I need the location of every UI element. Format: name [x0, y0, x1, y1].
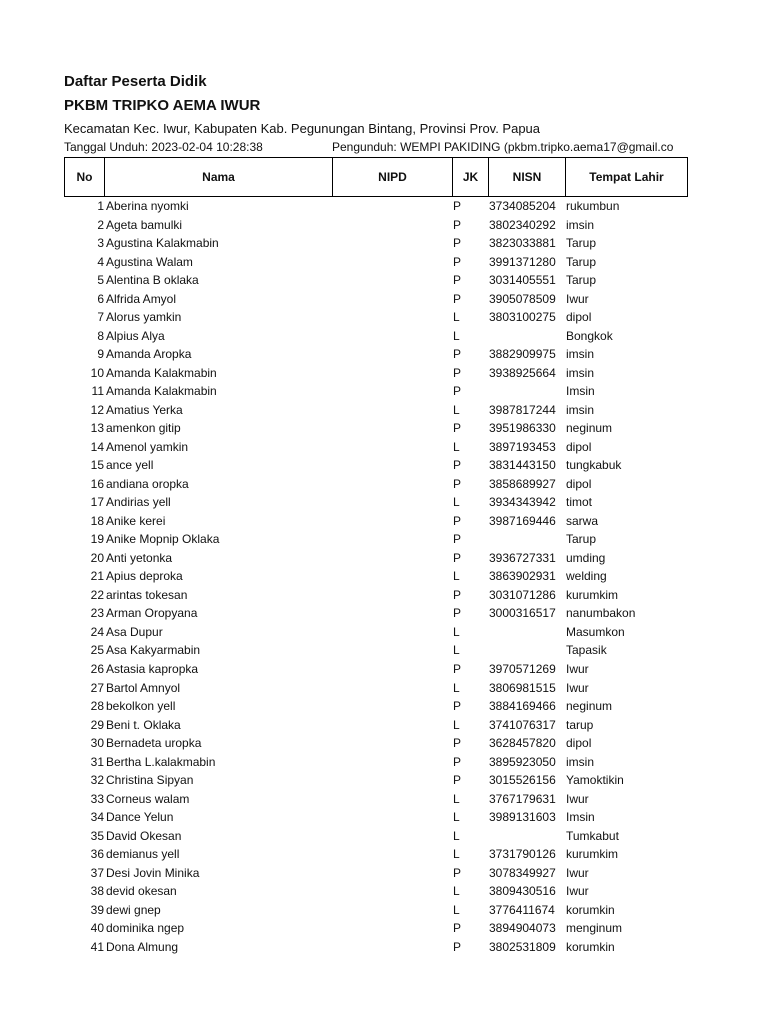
- cell-nama: Alorus yamkin: [106, 310, 182, 325]
- cell-nipd: [332, 734, 452, 752]
- cell-nama: Bertha L.kalakmabin: [106, 754, 216, 769]
- cell-no: 33: [90, 791, 104, 806]
- cell-tempat-lahir: umding: [566, 550, 606, 565]
- cell-nipd: [332, 549, 452, 567]
- cell-nisn: 3802531809: [489, 939, 556, 954]
- cell-no: 8: [97, 328, 104, 343]
- table-row: [64, 530, 688, 548]
- cell-nisn: 3731790126: [489, 847, 556, 862]
- cell-jk: L: [453, 643, 460, 658]
- cell-nipd: [332, 808, 452, 826]
- cell-jk: P: [453, 513, 462, 528]
- cell-jk: L: [453, 495, 460, 510]
- cell-tempat-lahir: korumkin: [566, 939, 615, 954]
- cell-no: 18: [90, 513, 104, 528]
- cell-nisn: 3858689927: [489, 476, 556, 491]
- cell-jk: P: [453, 606, 462, 621]
- cell-jk: P: [453, 550, 462, 565]
- cell-jk: L: [453, 902, 460, 917]
- table-row: [64, 234, 688, 252]
- cell-nisn: 3884169466: [489, 699, 556, 714]
- cell-tempat-lahir: tungkabuk: [566, 458, 622, 473]
- cell-jk: P: [453, 939, 462, 954]
- cell-nama: arintas tokesan: [106, 587, 188, 602]
- cell-nama: Anike kerei: [106, 513, 166, 528]
- cell-nama: Desi Jovin Minika: [106, 865, 200, 880]
- cell-jk: L: [453, 569, 460, 584]
- cell-nipd: [332, 253, 452, 271]
- cell-no: 4: [97, 254, 104, 269]
- cell-nisn: 3741076317: [489, 717, 556, 732]
- cell-no: 38: [90, 884, 104, 899]
- cell-tempat-lahir: Tarup: [566, 273, 597, 288]
- cell-no: 29: [90, 717, 104, 732]
- cell-nisn: 3938925664: [489, 365, 556, 380]
- cell-tempat-lahir: dipol: [566, 439, 592, 454]
- cell-nisn: 3897193453: [489, 439, 556, 454]
- cell-nisn: 3031071286: [489, 587, 556, 602]
- table-row: [64, 604, 688, 622]
- cell-nisn: 3895923050: [489, 754, 556, 769]
- cell-nama: Aberina nyomki: [106, 199, 189, 213]
- cell-tempat-lahir: dipol: [566, 736, 592, 751]
- cell-nama: Astasia kapropka: [106, 662, 199, 676]
- table-row: [64, 679, 688, 697]
- cell-jk: P: [453, 736, 462, 751]
- header-no: No: [65, 158, 105, 196]
- cell-no: 40: [90, 921, 104, 936]
- cell-nipd: [332, 716, 452, 734]
- table-row: [64, 364, 688, 382]
- cell-tempat-lahir: neginum: [566, 699, 613, 714]
- table-row: [64, 697, 688, 715]
- cell-nama: Andirias yell: [106, 495, 171, 510]
- table-row: [64, 641, 688, 659]
- cell-nama: Asa Kakyarmabin: [106, 643, 201, 658]
- cell-nisn: 3000316517: [489, 606, 556, 621]
- cell-nipd: [332, 919, 452, 937]
- cell-nipd: [332, 660, 452, 678]
- cell-tempat-lahir: Tarup: [566, 532, 597, 547]
- cell-jk: P: [453, 754, 462, 769]
- cell-nisn: 3987817244: [489, 402, 556, 417]
- cell-nipd: [332, 512, 452, 530]
- cell-nama: amenkon gitip: [106, 421, 181, 436]
- cell-nipd: [332, 901, 452, 919]
- cell-nisn: 3894904073: [489, 921, 556, 936]
- table-row: [64, 216, 688, 234]
- cell-tempat-lahir: Imsin: [566, 384, 595, 399]
- cell-nipd: [332, 567, 452, 585]
- cell-jk: P: [453, 921, 462, 936]
- table-row: [64, 438, 688, 456]
- cell-jk: P: [453, 476, 462, 491]
- header-nama: Nama: [105, 158, 333, 196]
- cell-nipd: [332, 679, 452, 697]
- cell-no: 31: [90, 754, 104, 769]
- cell-tempat-lahir: Bongkok: [566, 328, 613, 343]
- cell-nipd: [332, 216, 452, 234]
- cell-jk: L: [453, 310, 460, 325]
- table-row: [64, 271, 688, 289]
- table-row: [64, 475, 688, 493]
- table-row: [64, 753, 688, 771]
- cell-no: 35: [90, 828, 104, 843]
- cell-tempat-lahir: welding: [566, 569, 607, 584]
- cell-nama: Christina Sipyan: [106, 773, 194, 788]
- cell-nisn: 3882909975: [489, 347, 556, 362]
- cell-nipd: [332, 475, 452, 493]
- cell-jk: L: [453, 828, 460, 843]
- cell-nipd: [332, 697, 452, 715]
- table-header: [64, 157, 688, 197]
- cell-nama: Agustina Walam: [106, 254, 193, 269]
- cell-nisn: 3776411674: [489, 902, 555, 917]
- download-date: Tanggal Unduh: 2023-02-04 10:28:38: [64, 140, 263, 154]
- cell-nipd: [332, 438, 452, 456]
- cell-tempat-lahir: Masumkon: [566, 624, 625, 639]
- cell-no: 30: [90, 736, 104, 751]
- document-title: Daftar Peserta Didik: [64, 73, 207, 90]
- table-row: [64, 253, 688, 271]
- cell-nisn: 3809430516: [489, 884, 556, 899]
- cell-no: 32: [90, 773, 104, 788]
- cell-tempat-lahir: imsin: [566, 365, 595, 380]
- cell-nipd: [332, 623, 452, 641]
- table-row: [64, 308, 688, 326]
- cell-nisn: 3970571269: [489, 662, 556, 676]
- cell-no: 23: [90, 606, 104, 621]
- cell-nama: Bartol Amnyol: [106, 680, 181, 695]
- cell-tempat-lahir: Iwur: [566, 291, 589, 306]
- table-row: [64, 327, 688, 345]
- cell-nipd: [332, 364, 452, 382]
- cell-no: 41: [90, 939, 104, 954]
- cell-nama: Alentina B oklaka: [106, 273, 199, 288]
- cell-no: 21: [90, 569, 104, 584]
- cell-tempat-lahir: korumkin: [566, 902, 615, 917]
- cell-jk: P: [453, 365, 462, 380]
- table-row: [64, 493, 688, 511]
- cell-tempat-lahir: imsin: [566, 217, 595, 232]
- cell-nipd: [332, 753, 452, 771]
- cell-no: 20: [90, 550, 104, 565]
- cell-tempat-lahir: Yamoktikin: [566, 773, 624, 788]
- table-row: [64, 382, 688, 400]
- cell-nisn: [489, 641, 564, 659]
- cell-nipd: [332, 845, 452, 863]
- cell-nama: David Okesan: [106, 828, 182, 843]
- cell-tempat-lahir: Imsin: [566, 810, 595, 825]
- cell-tempat-lahir: Iwur: [566, 884, 589, 899]
- cell-tempat-lahir: Tarup: [566, 236, 597, 251]
- cell-no: 17: [90, 495, 104, 510]
- cell-no: 10: [90, 365, 104, 380]
- cell-nisn: 3987169446: [489, 513, 556, 528]
- cell-jk: P: [453, 384, 462, 399]
- cell-nisn: 3628457820: [489, 736, 556, 751]
- cell-tempat-lahir: dipol: [566, 310, 592, 325]
- cell-no: 37: [90, 865, 104, 880]
- cell-nipd: [332, 938, 452, 956]
- cell-no: 19: [90, 532, 104, 547]
- cell-nisn: 3863902931: [489, 569, 556, 584]
- table-row: [64, 549, 688, 567]
- cell-nipd: [332, 771, 452, 789]
- cell-nipd: [332, 827, 452, 845]
- cell-tempat-lahir: Iwur: [566, 791, 589, 806]
- cell-nama: Amatius Yerka: [106, 402, 183, 417]
- cell-tempat-lahir: rukumbun: [566, 199, 620, 213]
- cell-nisn: [489, 382, 564, 400]
- cell-nipd: [332, 308, 452, 326]
- cell-jk: P: [453, 662, 462, 676]
- table-row: [64, 734, 688, 752]
- cell-no: 1: [97, 199, 104, 213]
- cell-no: 28: [90, 699, 104, 714]
- cell-nipd: [332, 790, 452, 808]
- cell-nisn: 3989131603: [489, 810, 556, 825]
- cell-no: 36: [90, 847, 104, 862]
- table-row: [64, 790, 688, 808]
- cell-nipd: [332, 197, 452, 215]
- cell-nipd: [332, 882, 452, 900]
- cell-nipd: [332, 493, 452, 511]
- cell-jk: L: [453, 402, 460, 417]
- cell-tempat-lahir: kurumkim: [566, 587, 619, 602]
- cell-nisn: 3015526156: [489, 773, 556, 788]
- cell-nama: Alpius Alya: [106, 328, 165, 343]
- cell-tempat-lahir: Tumkabut: [566, 828, 619, 843]
- cell-tempat-lahir: Iwur: [566, 662, 589, 676]
- cell-tempat-lahir: neginum: [566, 421, 613, 436]
- cell-tempat-lahir: nanumbakon: [566, 606, 636, 621]
- cell-jk: L: [453, 791, 460, 806]
- cell-nama: bekolkon yell: [106, 699, 176, 714]
- cell-nisn: [489, 530, 564, 548]
- cell-no: 12: [90, 402, 104, 417]
- table-row: [64, 197, 688, 215]
- downloader-info: Pengunduh: WEMPI PAKIDING (pkbm.tripko.aema17@gmail.co: [332, 140, 674, 154]
- cell-nipd: [332, 401, 452, 419]
- cell-nisn: [489, 827, 564, 845]
- cell-nisn: 3951986330: [489, 421, 556, 436]
- cell-jk: P: [453, 532, 462, 547]
- table-row: [64, 419, 688, 437]
- cell-no: 14: [90, 439, 104, 454]
- table-row: [64, 586, 688, 604]
- cell-nisn: 3802340292: [489, 217, 556, 232]
- cell-nisn: 3823033881: [489, 236, 556, 251]
- cell-nama: Arman Oropyana: [106, 606, 198, 621]
- cell-nipd: [332, 641, 452, 659]
- cell-no: 25: [90, 643, 104, 658]
- cell-nipd: [332, 864, 452, 882]
- cell-tempat-lahir: imsin: [566, 347, 595, 362]
- cell-jk: P: [453, 199, 462, 213]
- cell-no: 39: [90, 902, 104, 917]
- header-tempat-lahir: Tempat Lahir: [589, 170, 664, 184]
- cell-jk: P: [453, 699, 462, 714]
- cell-nama: dominika ngep: [106, 921, 185, 936]
- cell-nama: Apius deproka: [106, 569, 183, 584]
- cell-tempat-lahir: sarwa: [566, 513, 599, 528]
- cell-nama: andiana oropka: [106, 476, 189, 491]
- cell-nisn: [489, 327, 564, 345]
- cell-nama: Alfrida Amyol: [106, 291, 177, 306]
- header-nipd: NIPD: [333, 158, 453, 196]
- cell-nisn: 3905078509: [489, 291, 556, 306]
- cell-tempat-lahir: menginum: [566, 921, 623, 936]
- cell-tempat-lahir: Iwur: [566, 680, 589, 695]
- location-line: Kecamatan Kec. Iwur, Kabupaten Kab. Pegunungan Bintang, Provinsi Prov. Papua: [64, 121, 541, 136]
- cell-jk: P: [453, 273, 462, 288]
- cell-no: 9: [97, 347, 104, 362]
- table-row: [64, 771, 688, 789]
- cell-nama: ance yell: [106, 458, 154, 473]
- cell-no: 2: [97, 217, 104, 232]
- cell-nisn: 3078349927: [489, 865, 556, 880]
- cell-nisn: 3806981515: [489, 680, 556, 695]
- cell-nisn: [489, 623, 564, 641]
- cell-no: 22: [90, 587, 104, 602]
- cell-nama: Amenol yamkin: [106, 439, 189, 454]
- cell-nama: demianus yell: [106, 847, 180, 862]
- table-row: [64, 808, 688, 826]
- table-row: [64, 716, 688, 734]
- table-row: [64, 845, 688, 863]
- header-jk: JK: [453, 158, 489, 196]
- cell-no: 3: [97, 236, 104, 251]
- cell-nipd: [332, 382, 452, 400]
- cell-no: 16: [90, 476, 104, 491]
- cell-nama: Asa Dupur: [106, 624, 163, 639]
- cell-jk: L: [453, 680, 460, 695]
- cell-tempat-lahir: timot: [566, 495, 593, 510]
- table-row: [64, 864, 688, 882]
- table-row: [64, 919, 688, 937]
- cell-tempat-lahir: Tarup: [566, 254, 597, 269]
- cell-jk: P: [453, 773, 462, 788]
- cell-nama: Amanda Kalakmabin: [106, 384, 217, 399]
- table-row: [64, 660, 688, 678]
- cell-jk: L: [453, 624, 460, 639]
- cell-no: 27: [90, 680, 104, 695]
- cell-jk: L: [453, 847, 460, 862]
- cell-nipd: [332, 345, 452, 363]
- table-row: [64, 901, 688, 919]
- cell-tempat-lahir: kurumkim: [566, 847, 619, 862]
- cell-nama: Anti yetonka: [106, 550, 173, 565]
- cell-jk: P: [453, 458, 462, 473]
- cell-nama: Corneus walam: [106, 791, 190, 806]
- cell-nisn: 3031405551: [489, 273, 556, 288]
- cell-nipd: [332, 456, 452, 474]
- table-row: [64, 938, 688, 956]
- cell-nipd: [332, 290, 452, 308]
- cell-no: 13: [90, 421, 104, 436]
- cell-nama: dewi gnep: [106, 902, 161, 917]
- cell-jk: L: [453, 439, 460, 454]
- cell-jk: P: [453, 421, 462, 436]
- cell-nisn: 3936727331: [489, 550, 556, 565]
- cell-jk: L: [453, 717, 460, 732]
- cell-nipd: [332, 271, 452, 289]
- cell-nipd: [332, 586, 452, 604]
- cell-nama: devid okesan: [106, 884, 177, 899]
- table-row: [64, 512, 688, 530]
- cell-no: 24: [90, 624, 104, 639]
- cell-nama: Anike Mopnip Oklaka: [106, 532, 220, 547]
- cell-nisn: 3767179631: [489, 791, 556, 806]
- cell-nama: Dona Almung: [106, 939, 179, 954]
- table-row: [64, 827, 688, 845]
- school-name: PKBM TRIPKO AEMA IWUR: [64, 97, 261, 114]
- cell-no: 6: [97, 291, 104, 306]
- cell-nipd: [332, 234, 452, 252]
- cell-no: 26: [90, 662, 104, 676]
- cell-no: 7: [97, 310, 104, 325]
- cell-nisn: 3831443150: [489, 458, 556, 473]
- table-row: [64, 567, 688, 585]
- table-row: [64, 623, 688, 641]
- cell-no: 11: [91, 384, 104, 399]
- cell-jk: P: [453, 236, 462, 251]
- cell-jk: L: [453, 328, 460, 343]
- cell-jk: P: [453, 865, 462, 880]
- table-row: [64, 456, 688, 474]
- cell-tempat-lahir: imsin: [566, 402, 595, 417]
- cell-jk: P: [453, 587, 462, 602]
- cell-nama: Agustina Kalakmabin: [106, 236, 219, 251]
- cell-tempat-lahir: Tapasik: [566, 643, 607, 658]
- header-nisn: NISN: [489, 158, 566, 196]
- cell-nisn: 3803100275: [489, 310, 556, 325]
- table-row: [64, 290, 688, 308]
- cell-tempat-lahir: Iwur: [566, 865, 589, 880]
- cell-nama: Bernadeta uropka: [106, 736, 202, 751]
- cell-tempat-lahir: tarup: [566, 717, 594, 732]
- table-row: [64, 401, 688, 419]
- cell-no: 5: [97, 273, 104, 288]
- cell-jk: L: [453, 810, 460, 825]
- cell-tempat-lahir: imsin: [566, 754, 595, 769]
- cell-nama: Amanda Aropka: [106, 347, 192, 362]
- cell-tempat-lahir: dipol: [566, 476, 592, 491]
- cell-jk: P: [453, 291, 462, 306]
- cell-jk: P: [453, 347, 462, 362]
- table-row: [64, 882, 688, 900]
- cell-no: 34: [90, 810, 104, 825]
- cell-jk: L: [453, 884, 460, 899]
- cell-jk: P: [453, 254, 462, 269]
- cell-no: 15: [90, 458, 104, 473]
- cell-jk: P: [453, 217, 462, 232]
- cell-nipd: [332, 327, 452, 345]
- cell-nipd: [332, 604, 452, 622]
- cell-nama: Dance Yelun: [106, 810, 174, 825]
- table-row: [64, 345, 688, 363]
- cell-nama: Ageta bamulki: [106, 217, 183, 232]
- cell-nisn: 3734085204: [489, 199, 556, 213]
- cell-nipd: [332, 419, 452, 437]
- cell-nisn: 3934343942: [489, 495, 556, 510]
- cell-nama: Beni t. Oklaka: [106, 717, 181, 732]
- cell-nisn: 3991371280: [489, 254, 556, 269]
- cell-nipd: [332, 530, 452, 548]
- cell-nama: Amanda Kalakmabin: [106, 365, 217, 380]
